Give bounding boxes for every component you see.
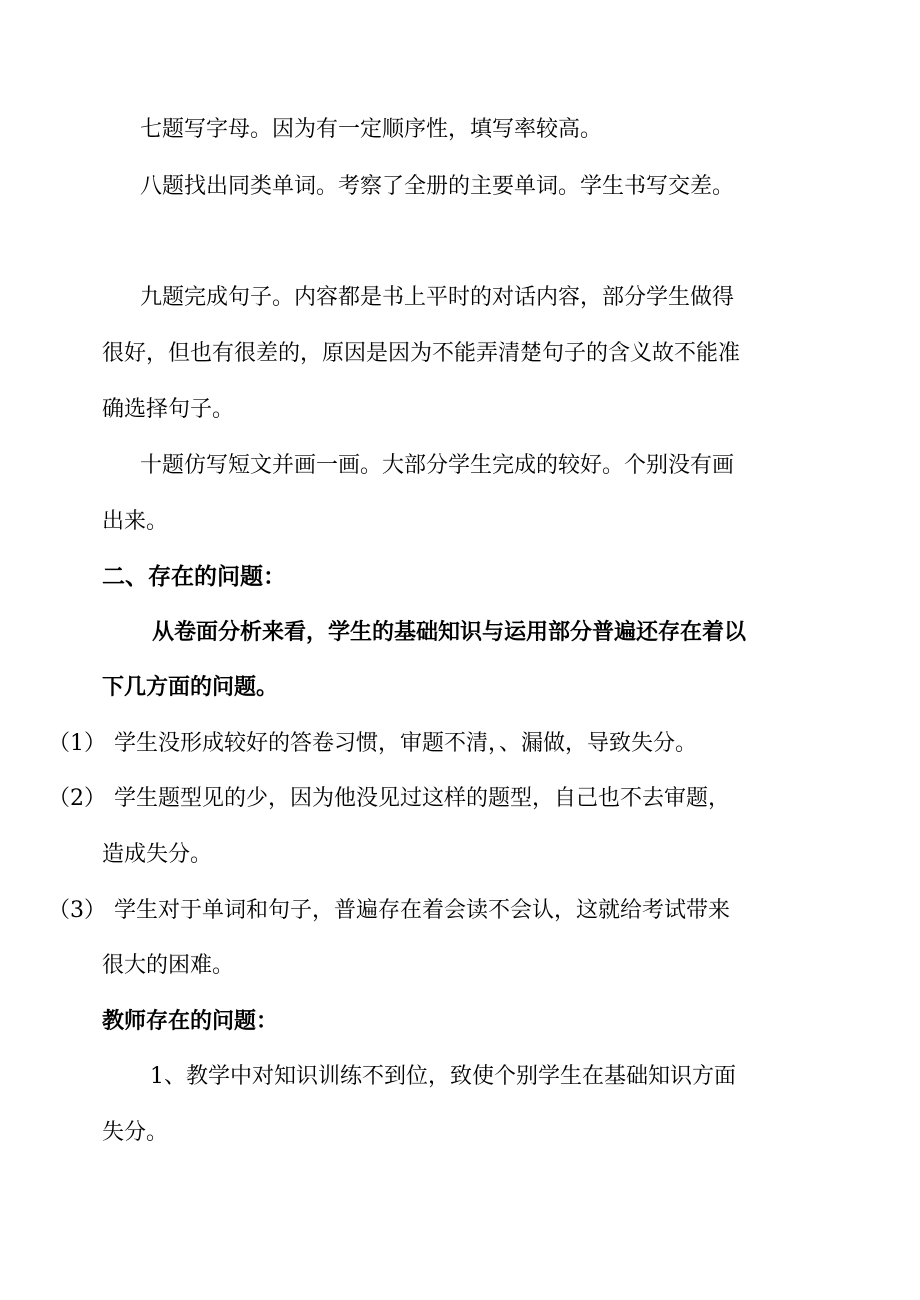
paragraph-line: 出来。 [102, 509, 169, 534]
problem-text: 学生题型见的少，因为他没见过这样的题型，自己也不去审题， [114, 786, 731, 811]
teacher-problems-heading: 教师存在的问题： [102, 1009, 279, 1034]
problem-text: 学生没形成较好的答卷习惯，审题不清，、漏做，导致失分。 [114, 731, 698, 756]
paragraph-line: 从卷面分析来看，学生的基础知识与运用部分普遍还存在着以 [152, 620, 747, 645]
section-heading-problems: 二、存在的问题： [102, 564, 286, 590]
problem-number: （3） [48, 898, 106, 923]
paragraph-line: 确选择句子。 [102, 397, 235, 422]
problem-text: 造成失分。 [102, 842, 213, 867]
problem-number: （1） [48, 731, 106, 756]
paragraph-line: 失分。 [102, 1120, 169, 1145]
paragraph-line: 下几方面的问题。 [102, 675, 279, 700]
problem-number: （2） [48, 786, 106, 811]
paragraph-line: 九题完成句子。内容都是书上平时的对话内容，部分学生做得 [140, 285, 735, 310]
paragraph-line: 1、教学中对知识训练不到位，致使个别学生在基础知识方面 [150, 1064, 736, 1089]
problem-text: 很大的困难。 [102, 953, 235, 978]
problem-text: 学生对于单词和句子，普遍存在着会读不会认，这就给考试带来 [114, 898, 731, 923]
paragraph-question-7: 七题写字母。因为有一定顺序性，填写率较高。 [140, 117, 603, 142]
paragraph-line: 很好，但也有很差的，原因是因为不能弄清楚句子的含义故不能准 [102, 341, 741, 366]
paragraph-question-8: 八题找出同类单词。考察了全册的主要单词。学生书写交差。 [140, 174, 735, 199]
paragraph-line: 十题仿写短文并画一画。大部分学生完成的较好。个别没有画 [140, 453, 735, 478]
